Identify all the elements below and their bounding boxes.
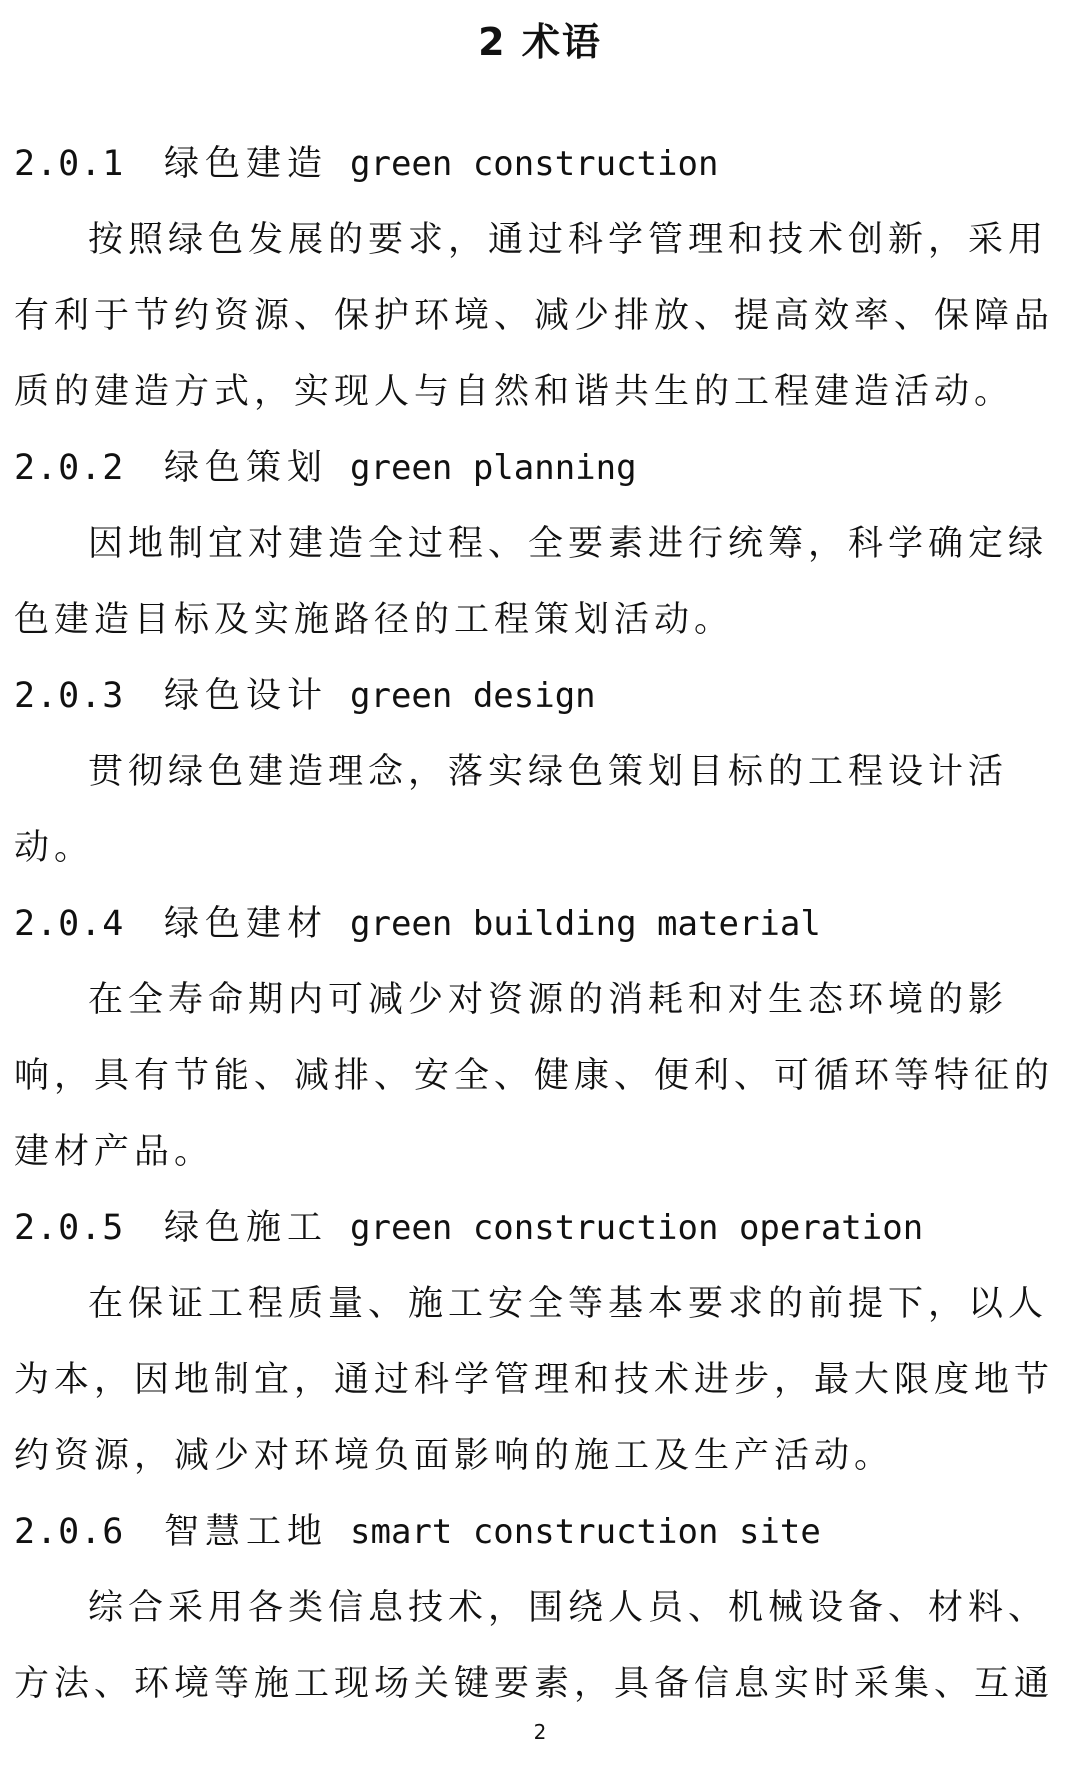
terms-content — [14, 126, 1066, 1722]
term-heading — [14, 430, 1066, 506]
definition-line: 方法、环境等施工现场关键要素，具备信息实时采集、互通 — [14, 1664, 1055, 1704]
definition-line: 色建造目标及实施路径的工程策划活动。 — [14, 600, 735, 640]
definition-line: 在全寿命期内可减少对资源的消耗和对生态环境的影 — [88, 980, 1009, 1020]
definition-line: 在保证工程质量、施工安全等基本要求的前提下，以人 — [88, 1284, 1049, 1324]
term-heading — [14, 1494, 1066, 1570]
term-heading — [14, 1190, 1066, 1266]
term-english: green building material — [350, 904, 821, 944]
definition-line: 为本，因地制宜，通过科学管理和技术进步，最大限度地节 — [14, 1360, 1055, 1400]
term-chinese: 绿色设计 — [164, 676, 329, 716]
definition-line: 贯彻绿色建造理念，落实绿色策划目标的工程设计活 — [88, 752, 1009, 792]
definition-line: 响，具有节能、减排、安全、健康、便利、可循环等特征的 — [14, 1056, 1055, 1096]
term-heading — [14, 126, 1066, 202]
term-chinese: 绿色建造 — [164, 144, 329, 184]
term-number: 2.0.2 — [14, 448, 125, 488]
definition-line: 有利于节约资源、保护环境、减少排放、提高效率、保障品 — [14, 296, 1055, 336]
term-number: 2.0.3 — [14, 676, 125, 716]
term-heading — [14, 658, 1066, 734]
chapter-title: 2 术语 — [478, 20, 602, 64]
term-chinese: 智慧工地 — [164, 1512, 329, 1552]
definition-line: 质的建造方式，实现人与自然和谐共生的工程建造活动。 — [14, 372, 1015, 412]
term-english: green planning — [350, 448, 637, 488]
term-english: green construction operation — [350, 1208, 924, 1248]
definition-line: 按照绿色发展的要求，通过科学管理和技术创新，采用 — [88, 220, 1049, 260]
term-english: green construction — [350, 144, 719, 184]
term-heading — [14, 886, 1066, 962]
term-number: 2.0.5 — [14, 1208, 125, 1248]
term-number: 2.0.1 — [14, 144, 125, 184]
term-number: 2.0.4 — [14, 904, 125, 944]
term-number: 2.0.6 — [14, 1512, 125, 1552]
term-chinese: 绿色施工 — [164, 1208, 329, 1248]
page-number: 2 — [533, 1720, 547, 1744]
definition-line: 因地制宜对建造全过程、全要素进行统筹，科学确定绿 — [88, 524, 1049, 564]
term-chinese: 绿色建材 — [164, 904, 329, 944]
term-english: green design — [350, 676, 596, 716]
definition-line: 综合采用各类信息技术，围绕人员、机械设备、材料、 — [88, 1588, 1049, 1628]
definition-line: 建材产品。 — [14, 1132, 215, 1172]
definition-line: 动。 — [14, 828, 95, 868]
term-english: smart construction site — [350, 1512, 821, 1552]
definition-line: 约资源，减少对环境负面影响的施工及生产活动。 — [14, 1436, 895, 1476]
term-chinese: 绿色策划 — [164, 448, 329, 488]
